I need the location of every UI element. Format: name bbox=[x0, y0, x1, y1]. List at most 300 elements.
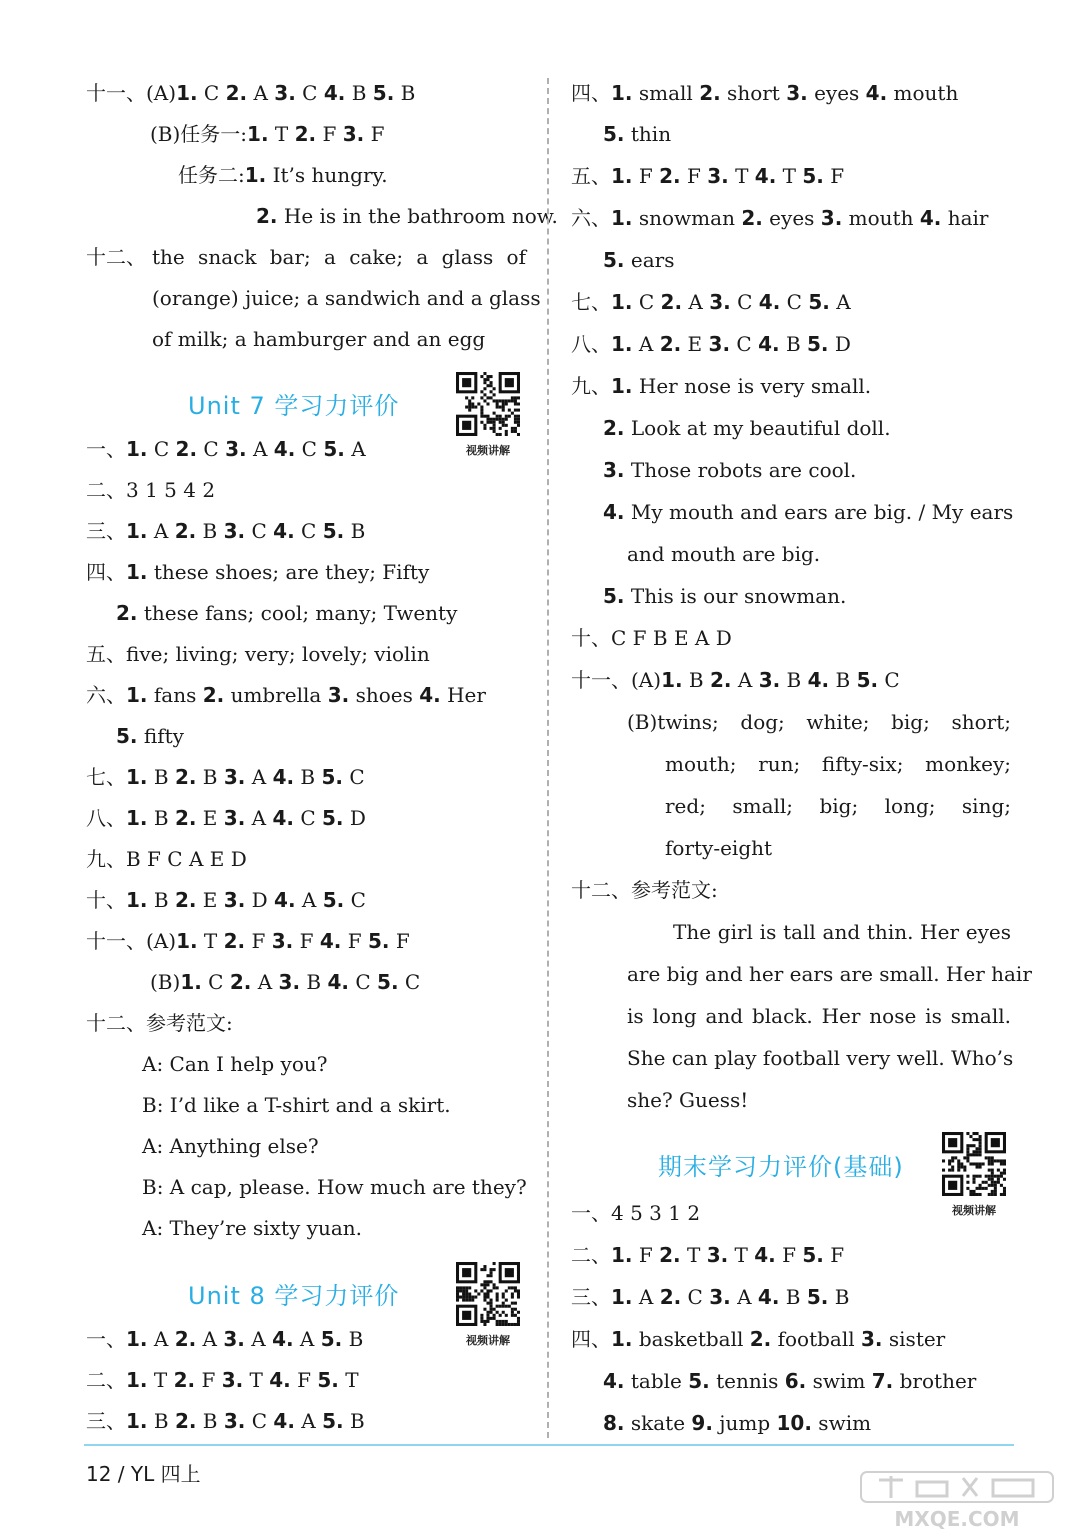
answer-text: F bbox=[364, 122, 385, 146]
answer-text: B bbox=[300, 970, 328, 994]
item-number: 2. bbox=[660, 290, 683, 314]
answer-line bbox=[86, 244, 146, 270]
answer-text: F bbox=[680, 164, 708, 188]
item-number: 5. bbox=[116, 724, 138, 748]
final-title: 期末学习力评价(基础) bbox=[658, 1153, 904, 1181]
item-number: 3. bbox=[274, 81, 296, 105]
item-number: 3. bbox=[278, 970, 301, 994]
item-number: 4. bbox=[273, 437, 296, 461]
answer-line bbox=[86, 805, 366, 831]
answer-text: tennis bbox=[709, 1369, 785, 1393]
item-number: 5. bbox=[808, 290, 830, 314]
answer-text: F bbox=[341, 929, 368, 953]
answer-text: C bbox=[632, 290, 661, 314]
item-number: 6. bbox=[784, 1369, 807, 1393]
item-number: 3. bbox=[708, 332, 731, 356]
answer-line bbox=[86, 641, 430, 667]
answer-text: B bbox=[780, 668, 808, 692]
answer-text: shoes bbox=[349, 683, 420, 707]
answer-text: 四、 bbox=[571, 81, 611, 105]
answer-text: swim bbox=[811, 1411, 872, 1435]
answer-line bbox=[142, 1133, 319, 1159]
item-number: 2. bbox=[659, 1285, 682, 1309]
answer-line bbox=[256, 203, 558, 229]
watermark-text: MXQE.COM bbox=[894, 1507, 1020, 1531]
item-number: 1. bbox=[126, 806, 148, 830]
answer-line bbox=[86, 887, 366, 913]
answer-text: F bbox=[293, 929, 320, 953]
item-number: 1. bbox=[176, 81, 198, 105]
answer-text: Those robots are cool. bbox=[624, 458, 857, 482]
column-divider bbox=[547, 78, 549, 1438]
item-number: 3. bbox=[223, 888, 246, 912]
answer-text: Look at my beautiful doll. bbox=[624, 416, 891, 440]
answer-text: F bbox=[389, 929, 410, 953]
qr-code-icon[interactable] bbox=[942, 1132, 1006, 1196]
answer-line bbox=[86, 764, 365, 790]
answer-text: C bbox=[293, 806, 323, 830]
answer-text: A bbox=[632, 1285, 660, 1309]
item-number: 4. bbox=[757, 1285, 780, 1309]
answer-text: A: They’re sixty yuan. bbox=[142, 1216, 362, 1240]
item-number: 1. bbox=[126, 683, 148, 707]
answer-line bbox=[142, 1051, 327, 1077]
item-number: 2. bbox=[256, 204, 278, 228]
answer-line bbox=[673, 919, 1011, 945]
answer-text: jump bbox=[712, 1411, 777, 1435]
item-number: 2. bbox=[710, 668, 732, 692]
answer-line bbox=[665, 793, 1011, 819]
answer-text: C bbox=[197, 437, 226, 461]
answer-text: T bbox=[197, 929, 224, 953]
answer-text: fans bbox=[147, 683, 203, 707]
answer-text: T bbox=[147, 1368, 174, 1392]
answer-line bbox=[152, 326, 485, 352]
answer-line bbox=[603, 499, 1014, 525]
item-number: 3. bbox=[221, 1368, 244, 1392]
answer-text: C bbox=[294, 519, 323, 543]
unit7-title: Unit 7 学习力评价 bbox=[188, 392, 400, 420]
answer-text: 八、 bbox=[571, 332, 611, 356]
answer-text: A: Anything else? bbox=[142, 1134, 319, 1158]
answer-text: E bbox=[681, 332, 709, 356]
answer-text: He is in the bathroom now. bbox=[277, 204, 558, 228]
answer-line bbox=[150, 121, 384, 147]
answer-text: B bbox=[343, 1409, 365, 1433]
answer-text: 二、3 1 5 4 2 bbox=[86, 478, 216, 502]
answer-line bbox=[603, 457, 856, 483]
item-number: 3. bbox=[820, 206, 843, 230]
item-number: 5. bbox=[856, 668, 879, 692]
answer-text: Her bbox=[440, 683, 486, 707]
answer-text: B bbox=[196, 765, 224, 789]
answer-text: 二、 bbox=[571, 1243, 611, 1267]
answer-text: umbrella bbox=[224, 683, 328, 707]
answer-line bbox=[86, 80, 415, 106]
answer-text: 三、 bbox=[571, 1285, 611, 1309]
answer-text: D bbox=[343, 806, 366, 830]
answer-text: are big and her ears are small. Her hair bbox=[627, 962, 1032, 986]
answer-text: of milk; a hamburger and an egg bbox=[152, 327, 486, 351]
answer-text: C bbox=[295, 437, 324, 461]
answer-text: 十二、 bbox=[86, 245, 146, 269]
item-number: 5. bbox=[322, 806, 344, 830]
answer-text: mouth; run; fifty-six; monkey; bbox=[665, 752, 1011, 776]
answer-text: T bbox=[243, 1368, 270, 1392]
answer-text: F bbox=[775, 1243, 803, 1267]
answer-text: C bbox=[147, 437, 176, 461]
item-number: 3. bbox=[223, 765, 246, 789]
answer-text: 四、 bbox=[571, 1327, 611, 1351]
answer-text: 七、 bbox=[86, 765, 126, 789]
item-number: 4. bbox=[274, 888, 296, 912]
answer-line bbox=[116, 600, 457, 626]
answer-text: E bbox=[196, 888, 224, 912]
answer-line bbox=[571, 1200, 700, 1226]
answer-text: A bbox=[244, 1327, 273, 1351]
qr-caption: 视频讲解 bbox=[466, 444, 510, 457]
item-number: 3. bbox=[706, 1243, 729, 1267]
answer-text: C bbox=[398, 970, 421, 994]
item-number: 1. bbox=[180, 970, 202, 994]
answer-text: 五、five; living; very; lovely; violin bbox=[86, 642, 430, 666]
item-number: 4. bbox=[319, 929, 342, 953]
answer-line bbox=[178, 162, 388, 188]
item-number: 1. bbox=[611, 1327, 633, 1351]
answer-line bbox=[627, 541, 820, 567]
answer-text: the snack bar; a cake; a glass of bbox=[152, 245, 526, 269]
item-number: 3. bbox=[223, 519, 246, 543]
answer-line bbox=[665, 835, 772, 861]
answer-line bbox=[571, 163, 844, 189]
answer-text: 任务二: bbox=[178, 163, 245, 187]
answer-text: red; small; big; long; sing; bbox=[665, 794, 1011, 818]
item-number: 5. bbox=[367, 929, 390, 953]
answer-text: C bbox=[245, 1409, 274, 1433]
answer-text: 九、 bbox=[571, 374, 611, 398]
answer-text: Her nose is very small. bbox=[632, 374, 872, 398]
item-number: 2. bbox=[174, 888, 197, 912]
answer-text: B bbox=[342, 1327, 364, 1351]
item-number: 1. bbox=[244, 163, 267, 187]
item-number: 5. bbox=[802, 164, 824, 188]
answer-text: F bbox=[316, 122, 343, 146]
answer-text: brother bbox=[893, 1369, 977, 1393]
answer-text: forty-eight bbox=[665, 836, 773, 860]
answer-text: D bbox=[245, 888, 275, 912]
answer-line bbox=[86, 846, 247, 872]
item-number: 1. bbox=[611, 206, 633, 230]
answer-text: these fans; cool; many; Twenty bbox=[137, 601, 458, 625]
answer-text: 八、 bbox=[86, 806, 126, 830]
item-number: 2. bbox=[294, 122, 317, 146]
answer-text: A bbox=[251, 970, 279, 994]
answer-text: 七、 bbox=[571, 290, 611, 314]
qr-code-icon[interactable] bbox=[456, 1262, 520, 1326]
item-number: 3. bbox=[709, 290, 731, 314]
answer-line bbox=[86, 1367, 359, 1393]
item-number: 5. bbox=[322, 519, 345, 543]
answer-text: fifty bbox=[137, 724, 184, 748]
answer-text: basketball bbox=[632, 1327, 750, 1351]
answer-line bbox=[86, 477, 215, 503]
answer-text: F bbox=[195, 1368, 222, 1392]
answer-text: A bbox=[247, 81, 275, 105]
answer-text: 四、 bbox=[86, 560, 126, 584]
item-number: 2. bbox=[659, 164, 681, 188]
answer-line bbox=[571, 1326, 945, 1352]
item-number: 5. bbox=[322, 1409, 344, 1433]
item-number: 4. bbox=[327, 970, 349, 994]
item-number: 2. bbox=[173, 1368, 196, 1392]
item-number: 5. bbox=[688, 1369, 710, 1393]
answer-line bbox=[627, 1003, 1011, 1029]
answer-line bbox=[86, 928, 410, 954]
answer-text: F bbox=[290, 1368, 318, 1392]
item-number: 3. bbox=[603, 458, 625, 482]
answer-text: B bbox=[779, 1285, 807, 1309]
answer-line bbox=[603, 1368, 976, 1394]
answer-line bbox=[627, 1087, 748, 1113]
item-number: 2. bbox=[749, 1327, 772, 1351]
answer-text: B: A cap, please. How much are they? bbox=[142, 1175, 527, 1199]
answer-line bbox=[116, 723, 184, 749]
answer-text: (B) bbox=[150, 970, 181, 994]
answer-text: 十一、(A) bbox=[571, 668, 662, 692]
item-number: 5. bbox=[802, 1243, 824, 1267]
answer-line bbox=[86, 1408, 365, 1434]
item-number: 1. bbox=[126, 437, 148, 461]
answer-text: 五、 bbox=[571, 164, 611, 188]
answer-text: C bbox=[343, 765, 365, 789]
answer-text: 十、 bbox=[86, 888, 126, 912]
answer-text: 十一、(A) bbox=[86, 929, 177, 953]
answer-text: T bbox=[338, 1368, 359, 1392]
item-number: 1. bbox=[126, 888, 148, 912]
answer-line bbox=[571, 1284, 849, 1310]
answer-text: She can play football very well. Who’s bbox=[627, 1046, 1014, 1070]
item-number: 4. bbox=[865, 81, 888, 105]
item-number: 2. bbox=[116, 601, 138, 625]
item-number: 3. bbox=[223, 1327, 245, 1351]
item-number: 4. bbox=[273, 519, 295, 543]
item-number: 4. bbox=[272, 806, 294, 830]
item-number: 1. bbox=[176, 929, 198, 953]
item-number: 5. bbox=[323, 437, 345, 461]
item-number: 2. bbox=[699, 81, 721, 105]
item-number: 3. bbox=[707, 164, 729, 188]
item-number: 4. bbox=[754, 1243, 776, 1267]
answer-text: thin bbox=[624, 122, 672, 146]
answer-text: C bbox=[245, 519, 274, 543]
answer-text: C bbox=[344, 888, 366, 912]
item-number: 4. bbox=[758, 290, 781, 314]
answer-text: A bbox=[682, 290, 710, 314]
answer-line bbox=[627, 1045, 1014, 1071]
answer-text: 十二、参考范文: bbox=[571, 878, 718, 902]
answer-text: A bbox=[293, 1327, 321, 1351]
answer-text: The girl is tall and thin. Her eyes bbox=[673, 920, 1011, 944]
answer-text: mouth bbox=[842, 206, 920, 230]
answer-text: B bbox=[147, 765, 175, 789]
answer-text: B bbox=[682, 668, 710, 692]
item-number: 2. bbox=[202, 683, 225, 707]
item-number: 4. bbox=[272, 765, 295, 789]
answer-text: B bbox=[147, 888, 175, 912]
item-number: 1. bbox=[611, 164, 633, 188]
answer-text: C bbox=[878, 668, 900, 692]
item-number: 3. bbox=[223, 1409, 246, 1433]
answer-text: T bbox=[728, 1243, 755, 1267]
item-number: 5. bbox=[603, 584, 625, 608]
item-number: 7. bbox=[871, 1369, 894, 1393]
answer-line bbox=[86, 1010, 233, 1036]
item-number: 4. bbox=[807, 668, 830, 692]
qr-code-icon[interactable] bbox=[456, 372, 520, 436]
item-number: 1. bbox=[611, 1285, 633, 1309]
answer-text: 十一、(A) bbox=[86, 81, 177, 105]
answer-text: swim bbox=[806, 1369, 872, 1393]
answer-text: A: Can I help you? bbox=[142, 1052, 328, 1076]
answer-line bbox=[603, 583, 846, 609]
answer-text: B bbox=[394, 81, 416, 105]
answer-text: eyes bbox=[762, 206, 821, 230]
item-number: 2. bbox=[225, 81, 248, 105]
answer-line bbox=[152, 244, 526, 270]
item-number: 4. bbox=[273, 1409, 295, 1433]
answer-text: mouth bbox=[887, 81, 959, 105]
item-number: 2. bbox=[174, 1409, 197, 1433]
item-number: 1. bbox=[611, 374, 633, 398]
answer-text: B bbox=[147, 806, 175, 830]
answer-line bbox=[86, 518, 365, 544]
answer-text: 二、 bbox=[86, 1368, 126, 1392]
answer-line bbox=[571, 331, 851, 357]
answer-text: A bbox=[731, 668, 759, 692]
answer-text: she? Guess! bbox=[627, 1088, 749, 1112]
answer-text: table bbox=[624, 1369, 689, 1393]
answer-text: football bbox=[771, 1327, 862, 1351]
answer-text: and mouth are big. bbox=[627, 542, 821, 566]
answer-text: (B)任务一: bbox=[150, 122, 248, 146]
footer-rule bbox=[84, 1444, 1014, 1446]
item-number: 1. bbox=[611, 332, 633, 356]
item-number: 5. bbox=[603, 122, 625, 146]
item-number: 1. bbox=[611, 290, 633, 314]
answer-text: 一、4 5 3 1 2 bbox=[571, 1201, 701, 1225]
answer-text: skate bbox=[624, 1411, 692, 1435]
item-number: 4. bbox=[754, 164, 777, 188]
answer-text: 九、B F C A E D bbox=[86, 847, 247, 871]
item-number: 2. bbox=[659, 332, 682, 356]
answer-line bbox=[142, 1092, 451, 1118]
answer-line bbox=[571, 205, 988, 231]
answer-text: A bbox=[196, 1327, 224, 1351]
answer-text: (B)twins; dog; white; big; short; bbox=[627, 710, 1011, 734]
answer-line bbox=[86, 1326, 363, 1352]
answer-text: snowman bbox=[632, 206, 742, 230]
answer-line bbox=[603, 247, 674, 273]
answer-text: 十二、参考范文: bbox=[86, 1011, 233, 1035]
answer-text: T bbox=[728, 164, 755, 188]
answer-text: F bbox=[245, 929, 272, 953]
item-number: 4. bbox=[758, 332, 780, 356]
answer-text: F bbox=[823, 1243, 845, 1267]
item-number: 1. bbox=[126, 1368, 148, 1392]
answer-text: B bbox=[345, 81, 373, 105]
item-number: 2. bbox=[174, 765, 197, 789]
item-number: 5. bbox=[322, 888, 345, 912]
answer-text: C bbox=[295, 81, 324, 105]
answer-line bbox=[142, 1215, 362, 1241]
item-number: 5. bbox=[377, 970, 399, 994]
answer-line bbox=[603, 1410, 871, 1436]
item-number: 3. bbox=[786, 81, 808, 105]
answer-text: T bbox=[268, 122, 295, 146]
answer-text: 六、 bbox=[86, 683, 126, 707]
item-number: 5. bbox=[806, 1285, 829, 1309]
answer-line bbox=[142, 1174, 527, 1200]
answer-line bbox=[665, 751, 1011, 777]
answer-text: B bbox=[196, 1409, 224, 1433]
answer-text: C bbox=[730, 290, 759, 314]
answer-text: T bbox=[680, 1243, 707, 1267]
item-number: 1. bbox=[126, 560, 148, 584]
answer-text: F bbox=[632, 164, 660, 188]
item-number: 1. bbox=[661, 668, 683, 692]
answer-text: C bbox=[201, 970, 230, 994]
answer-text: (orange) juice; a sandwich and a glass bbox=[152, 286, 541, 310]
item-number: 4. bbox=[603, 1369, 625, 1393]
item-number: 3. bbox=[861, 1327, 883, 1351]
item-number: 2. bbox=[223, 929, 246, 953]
answer-line bbox=[627, 961, 1032, 987]
item-number: 5. bbox=[603, 248, 625, 272]
answer-text: eyes bbox=[807, 81, 866, 105]
answer-text: It’s hungry. bbox=[266, 163, 388, 187]
answer-line bbox=[571, 373, 871, 399]
answer-text: F bbox=[823, 164, 845, 188]
answer-text: A bbox=[730, 1285, 758, 1309]
answer-text: C bbox=[681, 1285, 710, 1309]
item-number: 1. bbox=[611, 1243, 633, 1267]
item-number: 4. bbox=[323, 81, 346, 105]
answer-text: B bbox=[147, 1409, 175, 1433]
answer-text: C bbox=[780, 290, 809, 314]
answer-text: 三、 bbox=[86, 519, 126, 543]
answer-line bbox=[571, 80, 958, 106]
item-number: 1. bbox=[126, 765, 148, 789]
answer-text: This is our snowman. bbox=[624, 584, 847, 608]
answer-text: B: I’d like a T-shirt and a skirt. bbox=[142, 1093, 451, 1117]
item-number: 2. bbox=[175, 437, 198, 461]
answer-text: hair bbox=[941, 206, 989, 230]
item-number: 1. bbox=[126, 1327, 148, 1351]
item-number: 3. bbox=[271, 929, 294, 953]
answer-line bbox=[152, 285, 541, 311]
item-number: 5. bbox=[372, 81, 395, 105]
answer-text: A bbox=[829, 290, 851, 314]
answer-line bbox=[571, 667, 900, 693]
item-number: 2. bbox=[603, 416, 625, 440]
answer-text: B bbox=[829, 668, 857, 692]
item-number: 1. bbox=[126, 519, 148, 543]
answer-text: is long and black. Her nose is small. bbox=[627, 1004, 1011, 1028]
item-number: 8. bbox=[603, 1411, 625, 1435]
item-number: 2. bbox=[659, 1243, 681, 1267]
answer-text: A bbox=[245, 806, 273, 830]
answer-text: D bbox=[828, 332, 851, 356]
